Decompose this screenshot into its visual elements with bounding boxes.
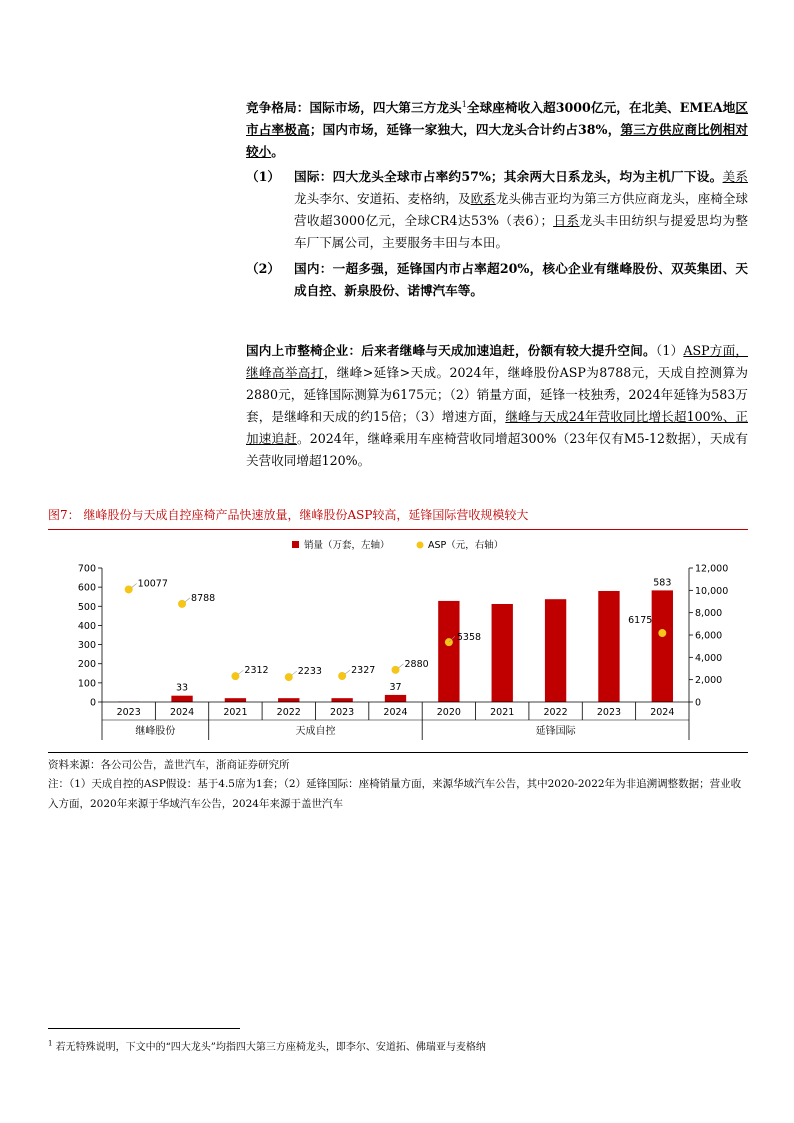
asp-dot (285, 673, 293, 681)
chart-note: 注：（1）天成自控的ASP假设：基于4.5席为1套；（2）延锋国际：座椅销量方面，来源华域汽车公告，其中2020-2022年为非追溯调整数据；营业收入方面，2020年来源于华域汽车公告，2024年来源于盖世汽车 (48, 778, 742, 810)
x-axis-category-label: 2022 (276, 707, 301, 718)
bar-sales (331, 698, 352, 702)
asp-value-label: 2880 (404, 658, 429, 670)
legend-dot-swatch (417, 542, 424, 549)
bar-value-label: 33 (175, 682, 189, 694)
competition-paragraph: 竞争格局：国际市场，四大第三方龙头$^1$全球座椅收入超3000亿元，在北美、EMEA地区市占率极高；国内市场，延锋一家独大，四大龙头合计约占38%，第三方供应商比例相对较小。 (246, 100, 749, 160)
bar-sales (171, 696, 192, 702)
bar-value-label: 37 (389, 681, 402, 693)
left-axis-tick-label: 100 (77, 678, 96, 690)
asp-dot (231, 672, 239, 680)
x-axis-category-label: 2022 (543, 707, 568, 718)
asp-value-label: 5358 (456, 632, 482, 644)
legend-bar-swatch (292, 541, 299, 548)
asp-value-label: 8788 (191, 592, 216, 604)
right-axis-tick-label: 0 (695, 697, 702, 709)
bar-value-label: 583 (653, 577, 672, 589)
asp-label-leader (132, 583, 137, 587)
x-axis-group-label: 继峰股份 (135, 726, 176, 737)
asp-label-leader (292, 671, 297, 675)
x-axis-category-label: 2020 (436, 707, 461, 718)
footnote-number: 1 (48, 1039, 53, 1048)
bar-sales (278, 698, 299, 702)
asp-label-leader (345, 670, 350, 674)
asp-value-label: 10077 (137, 578, 168, 590)
asp-value-label: 2327 (351, 665, 376, 677)
bar-sales (438, 601, 459, 702)
paragraph-lead: 国内上市整椅企业：后来者继峰与天成加速追赶，份额有较大提升空间。 (246, 343, 656, 358)
asp-label-leader (399, 664, 404, 668)
footnote (48, 1038, 748, 1053)
listed-companies-paragraph: 国内上市整椅企业：后来者继峰与天成加速追赶，份额有较大提升空间。（1）ASP方面，继峰高举高打，继峰>延锋>天成。2024年，继峰股份ASP为8788元，天成自控测算为2880元，延锋国际测算为6175元；（2）销量方面，延锋一枝独秀，2024年延锋为583万套，是继峰和天成的约15倍；（3）增速方面，继峰与天成24年营收同比增长超100%、正加速追赶。2024年，继峰乘用车座椅营收同增超300%（23年仅有M5-12数据），天成有关营收同增超120%。 (246, 343, 749, 468)
right-axis-tick-label: 12,000 (695, 563, 729, 575)
bar-sales (225, 698, 246, 702)
asp-dot (125, 585, 133, 593)
list-item: （2） 国内：一超多强，延锋国内市占率超20%，核心企业有继峰股份、双英集团、天成自控、新泉股份、诺博汽车等。 (246, 258, 748, 302)
asp-value-label: 2312 (244, 665, 269, 677)
bar-sales (598, 591, 619, 702)
bar-sales (492, 604, 513, 702)
x-axis-category-label: 2023 (330, 707, 355, 718)
left-axis-tick-label: 700 (77, 563, 96, 575)
right-axis-tick-label: 4,000 (695, 652, 723, 664)
right-axis-tick-label: 6,000 (695, 630, 723, 642)
asp-dot (658, 629, 666, 637)
x-axis-category-label: 2024 (650, 707, 675, 718)
list-item: （1） 国际：四大龙头全球市占率约57%；其余两大日系龙头，均为主机厂下设。美系龙头李尔、安道拓、麦格纳，及欧系龙头佛吉亚均为第三方供应商龙头，座椅全球营收超3000亿元，全球CR4达53%（表6）；日系龙头丰田纺织与提爱思均为整车厂下属公司，主要服务丰田与本田。 (246, 166, 748, 254)
source-line: 资料来源：各公司公告，盖世汽车，浙商证券研究所 (48, 752, 748, 775)
x-axis-category-label: 2023 (596, 707, 622, 718)
left-axis-tick-label: 200 (77, 659, 96, 671)
x-axis-category-label: 2024 (383, 707, 408, 718)
legend-dot-label: ASP（元，右轴） (428, 540, 504, 551)
asp-dot (178, 600, 186, 608)
list-number: （2） (246, 261, 280, 276)
left-axis-tick-label: 500 (77, 601, 96, 613)
asp-dot (392, 666, 400, 674)
list-number: （1） (246, 169, 280, 184)
x-axis-category-label: 2024 (169, 707, 195, 718)
left-axis-tick-label: 600 (77, 582, 96, 594)
left-axis-tick-label: 400 (77, 620, 96, 632)
asp-value-label: 2233 (297, 666, 322, 678)
bar-sales (385, 695, 406, 702)
asp-label-leader (238, 670, 243, 674)
asp-dot (338, 672, 346, 680)
left-axis-tick-label: 0 (89, 697, 96, 709)
legend-bar-label: 销量（万套，左轴） (304, 540, 390, 551)
footnote-text: 若无特殊说明，下文中的“四大龙头”均指四大第三方座椅龙头，即李尔、安道拓、佛瑞亚与麦格纳 (55, 1042, 486, 1053)
x-axis-category-label: 2021 (223, 707, 248, 718)
bar-sales (652, 590, 673, 702)
competition-lead: 竞争格局： (246, 100, 310, 116)
asp-value-label: 6175 (628, 615, 653, 627)
x-axis-group-label: 天成自控 (295, 726, 336, 737)
footnote-ref[interactable]: 1 (461, 100, 467, 109)
right-axis-tick-label: 10,000 (695, 585, 729, 597)
right-axis-tick-label: 2,000 (695, 675, 723, 687)
left-axis-tick-label: 300 (77, 640, 96, 652)
chart (48, 528, 748, 750)
asp-label-leader (185, 598, 190, 602)
figure-title: 图7： 继峰股份与天成自控座椅产品快速放量，继峰股份ASP较高，延锋国际营收规模较大 (48, 506, 748, 530)
x-axis-group-label: 延锋国际 (535, 726, 576, 737)
bar-sales (545, 599, 566, 702)
right-axis-tick-label: 8,000 (695, 608, 723, 620)
x-axis-category-label: 2021 (490, 707, 515, 718)
x-axis-category-label: 2023 (116, 707, 141, 718)
footnote-divider (48, 1028, 240, 1029)
